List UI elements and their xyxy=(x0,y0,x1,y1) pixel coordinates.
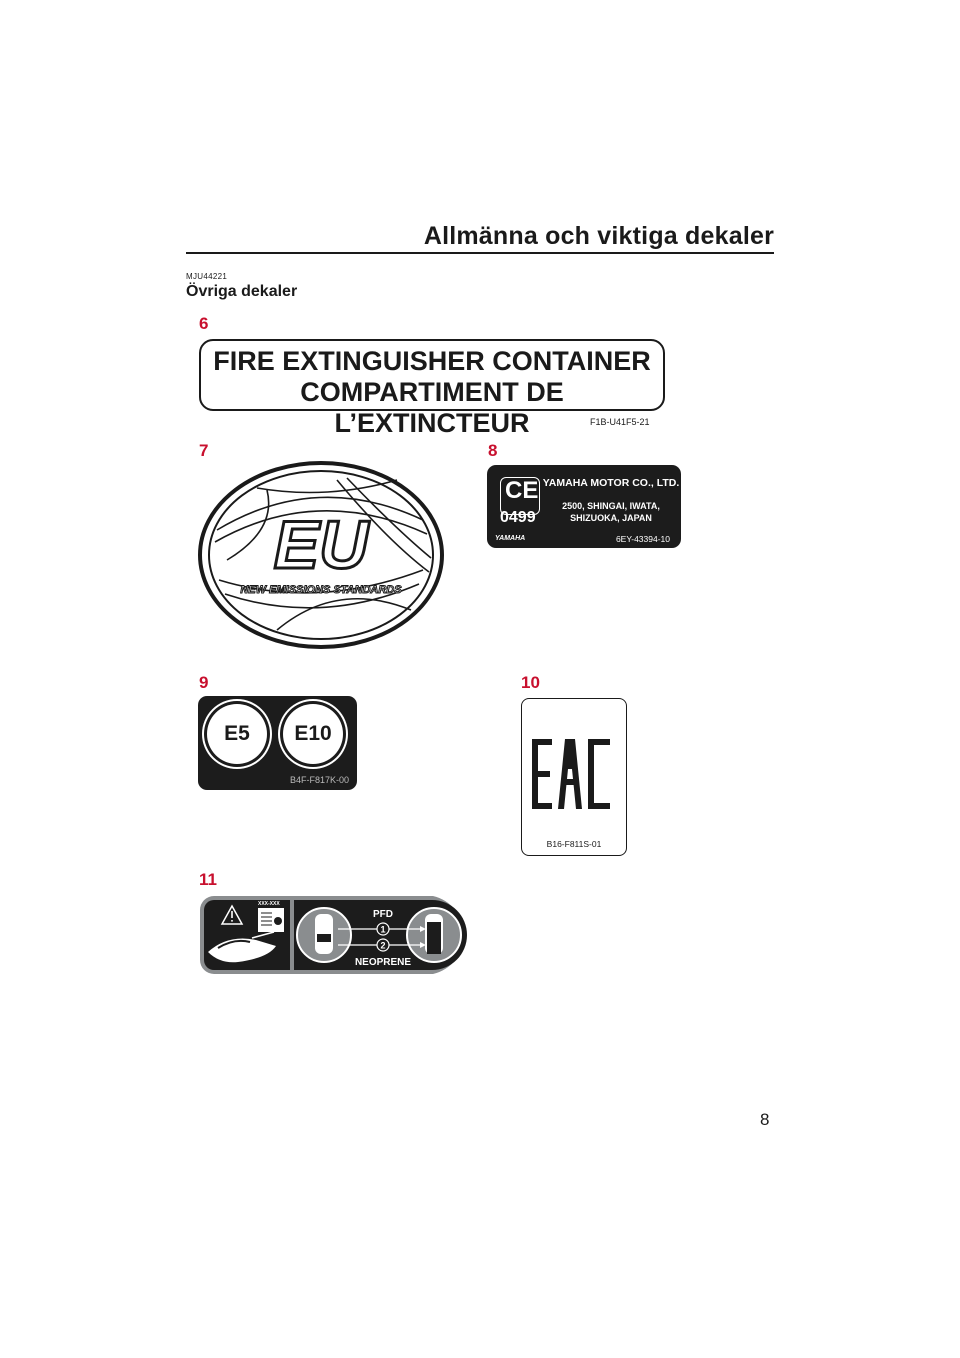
decal-7-number: 7 xyxy=(199,441,209,460)
pfd-label: PFD xyxy=(373,909,393,920)
decal-8-yamaha-ce-plate xyxy=(487,465,681,548)
company-name: YAMAHA MOTOR CO., LTD. xyxy=(542,477,680,489)
eac-mark-icon xyxy=(532,729,616,809)
decal-9-fuel-label xyxy=(198,696,357,790)
marker-2: 2 xyxy=(380,940,386,951)
decal-10-eac-mark xyxy=(521,698,627,856)
decal-9-code: B4F-F817K-00 xyxy=(289,775,349,785)
decal-6-line2: COMPARTIMENT DE L’EXTINCTEUR xyxy=(300,377,564,438)
fuel-e5-circle: E5 xyxy=(207,704,267,764)
page-number: 8 xyxy=(760,1110,770,1129)
decal-9-number: 9 xyxy=(199,673,209,692)
decal-6-line1: FIRE EXTINGUISHER CONTAINER xyxy=(213,346,651,376)
address-line1: 2500, SHINGAI, IWATA, xyxy=(562,501,660,511)
marker-1: 1 xyxy=(380,924,386,935)
header-rule xyxy=(186,252,774,254)
decal-6-code: F1B-U41F5-21 xyxy=(590,417,650,427)
decal-7-caption: NEW EMISSIONS STANDARDS xyxy=(240,584,402,596)
decal-11-number: 11 xyxy=(199,870,217,889)
decal-10-code: B16-F811S-01 xyxy=(546,839,602,849)
decal-10-number: 10 xyxy=(521,673,540,692)
company-address xyxy=(541,500,681,524)
neoprene-label: NEOPRENE xyxy=(354,957,412,968)
decal-11-small-code: XXX-XXX xyxy=(258,901,280,907)
notified-body-number: 0499 xyxy=(500,509,536,526)
section-title: Övriga dekaler xyxy=(186,283,298,300)
yamaha-brand: YAMAHA xyxy=(495,535,526,542)
decal-6-number: 6 xyxy=(199,314,209,333)
fuel-e10-circle: E10 xyxy=(283,704,343,764)
decal-7-eu-text: EU xyxy=(273,507,369,583)
page-header-title: Allmänna och viktiga dekaler xyxy=(423,222,774,250)
address-line2: SHIZUOKA, JAPAN xyxy=(570,513,652,523)
decal-8-number: 8 xyxy=(488,441,498,460)
decal-7-eu-emissions-logo xyxy=(197,460,445,650)
decal-11-pfd-warning xyxy=(198,894,474,976)
decal-8-code: 6EY-43394-10 xyxy=(615,534,670,544)
ce-mark: CE xyxy=(505,477,539,504)
section-code: MJU44221 xyxy=(186,272,228,281)
